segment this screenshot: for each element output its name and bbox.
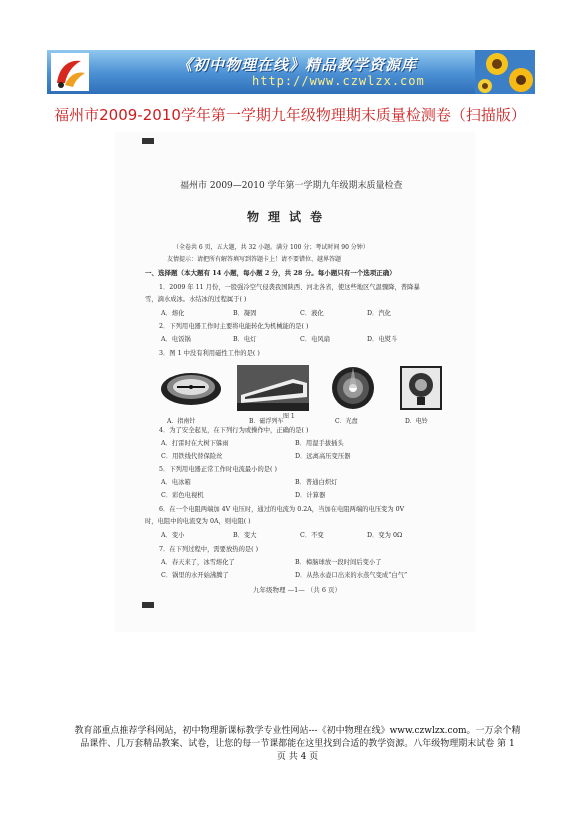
exam-subject: 物理试卷: [247, 210, 332, 224]
registration-mark: [142, 602, 154, 608]
footer-line: 品课件、几万套精品教案、试卷，让您的每一节课都能在这里找到合适的教学资源。八年级物理期末试卷 第 1: [80, 739, 515, 749]
figure-caption: D．电铃: [405, 418, 428, 425]
registration-mark: [142, 138, 154, 144]
maglev-train-icon: [237, 365, 309, 411]
optical-disc-icon: [329, 365, 377, 411]
page-title: 福州市2009-2010学年第一学期九年级物理期末质量检测卷（扫描版）: [54, 106, 526, 124]
option: C．彩色电视机: [161, 492, 204, 499]
option: D．变为 0Ω: [367, 532, 403, 539]
option: C．电风扇: [300, 336, 331, 343]
option: D．远离高压变压器: [295, 453, 351, 460]
option: A．电冰箱: [161, 479, 191, 486]
footer-line: 教育部重点推荐学科网站，初中物理新课标教学专业性网站---《初中物理在线》www.czwlzx.com。一万余个精: [74, 726, 521, 736]
question-1-cont: 雪，滴水成冰。水结冰的过程属于( ): [145, 296, 247, 303]
compass-icon: [159, 365, 223, 411]
option: B．变大: [233, 532, 257, 539]
figure-title: 图 1: [283, 413, 295, 420]
option: A．打雷时在大树下躲雨: [161, 440, 229, 447]
section-heading: 一、选择题（本大题有 14 小题，每小题 2 分，共 28 分。每小题只有一个选项正确）: [145, 269, 396, 277]
question-1: 1．2009 年 11 月份，一股强冷空气侵袭我国陕西、河北各省，使这些地区气温骤降，普降暴: [159, 284, 420, 291]
banner-title: 《初中物理在线》精品教学资源库: [177, 56, 418, 74]
option: A．春天来了，冰雪熔化了: [161, 559, 235, 566]
option: D．计算器: [295, 492, 326, 499]
option: B．普通白炽灯: [295, 479, 338, 486]
option: B．凝固: [233, 310, 257, 317]
figure-caption: C．光盘: [335, 418, 358, 425]
question-4: 4．为了安全起见，在下列行为或操作中，正确的是( ): [159, 427, 309, 434]
option: C．液化: [300, 310, 324, 317]
footer-line: 页 共 4 页: [276, 752, 319, 762]
sunflower-icon: [475, 50, 535, 94]
question-6: 6．在一个电阻两端加 4V 电压时，通过的电流为 0.2A，当加在电阻两端的电压变为 0V: [159, 506, 405, 513]
option: A．电饭锅: [161, 336, 191, 343]
option: D．汽化: [367, 310, 391, 317]
option: C．不变: [300, 532, 324, 539]
question-3: 3．图 1 中没有利用磁性工作的是( ): [159, 350, 260, 357]
question-5: 5．下列用电器正常工作时电流最小的是( ): [159, 466, 277, 473]
page-footer: 九年级物理 —1— （共 6 页）: [253, 586, 342, 594]
electric-bell-icon: [399, 365, 443, 411]
option: A．熔化: [161, 310, 185, 317]
option: C．用铁线代替保险丝: [161, 453, 223, 460]
figure-caption: A．指南针: [167, 418, 196, 425]
question-6-cont: 时，电阻中的电流变为 0A，则电阻( ): [145, 518, 251, 525]
exam-header: 福州市 2009—2010 学年第一学期九年级期末质量检查: [180, 181, 403, 191]
option: C．锅里的水开始沸腾了: [161, 572, 229, 579]
figure-1: [159, 365, 449, 425]
site-logo-icon: [51, 53, 89, 91]
question-7: 7．在下列过程中，需要放热的是( ): [159, 546, 259, 553]
site-footer-note: [60, 725, 535, 764]
exam-reminder: 友情提示：请把所有解答填写到答题卡上！请不要错位、越界答题: [167, 256, 342, 263]
site-banner[interactable]: [47, 50, 535, 94]
banner-url[interactable]: http://www.czwlzx.com: [252, 74, 425, 88]
option: B．用湿手拔插头: [295, 440, 344, 447]
option: B．樟脑球放一段时间后变小了: [295, 559, 382, 566]
figure-caption: B．磁浮列车: [249, 418, 284, 425]
exam-info: （全卷共 6 页，五大题，共 32 小题。满分 100 分；考试时间 90 分钟）: [173, 244, 369, 251]
option: D．电熨斗: [367, 336, 398, 343]
option: B．电灯: [233, 336, 257, 343]
question-2: 2．下列用电器工作时主要将电能转化为机械能的是( ): [159, 323, 309, 330]
option: D．从热水壶口出来的水蒸气变成“白气”: [295, 572, 408, 579]
option: A．变小: [161, 532, 185, 539]
